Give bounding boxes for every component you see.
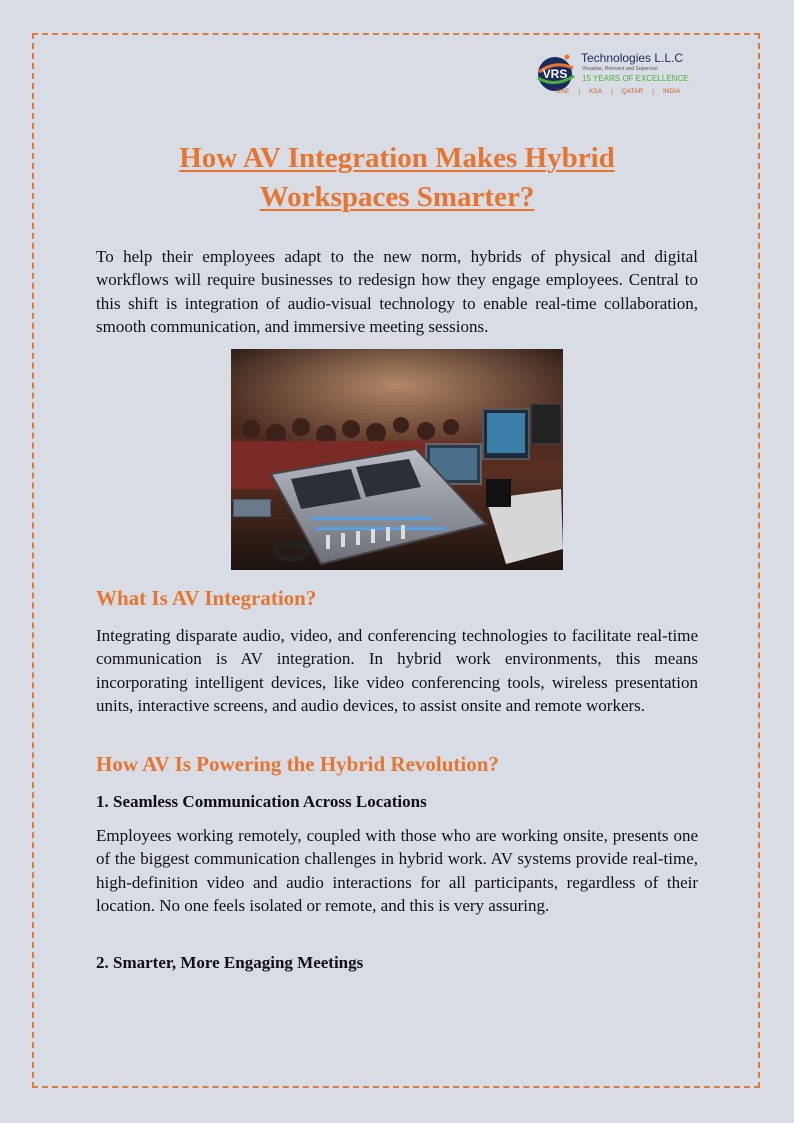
section1-paragraph: Integrating disparate audio, video, and conferencing technologies to facilitate real-time communication is AV integration. In hybrid work environments, this means incorporating intelligent devices, like video conferencing tools, wireless presentation units, interactive screens, and audio devices, to assist onsite and remote workers. bbox=[96, 626, 698, 716]
svg-text:VRS: VRS bbox=[542, 67, 568, 81]
logo-tagline: Visualise, Reinvent and Supervise bbox=[582, 66, 658, 72]
logo-company-name: Technologies L.L.C bbox=[581, 51, 684, 65]
av-mixing-console-photo-icon bbox=[231, 349, 563, 570]
intro-paragraph: To help their employees adapt to the new norm, hybrids of physical and digital workflows will require businesses to redesign how they engage employees. Central to this shift is integration of audio-visual technology to enable real-time collaboration, smooth communication, and immersive meeting sessions. bbox=[96, 247, 698, 337]
country-uae: UAE bbox=[556, 88, 570, 95]
point1-heading: 1. Seamless Communication Across Locations bbox=[96, 792, 427, 811]
logo-excellence: 15 YEARS OF EXCELLENCE bbox=[582, 74, 689, 83]
point1-paragraph: Employees working remotely, coupled with those who are working onsite, presents one of the biggest communication challenges in hybrid work. AV systems provide real-time, high-definition video and audio interactions for all participants, regardless of their location. No one feels isolated or remote, and this is very assuring. bbox=[96, 826, 698, 916]
section1-heading: What Is AV Integration? bbox=[96, 586, 317, 610]
company-logo[interactable] bbox=[533, 48, 703, 100]
logo-countries: UAE | KSA | QATAR | INDIA bbox=[547, 88, 689, 95]
title-line-1: How AV Integration Makes Hybrid bbox=[179, 142, 615, 174]
country-india: INDIA bbox=[662, 88, 681, 95]
country-ksa: KSA bbox=[589, 88, 603, 95]
title-line-2: Workspaces Smarter? bbox=[259, 181, 535, 213]
av-mixing-console-image bbox=[231, 349, 563, 570]
article-title bbox=[96, 139, 698, 217]
section2-heading: How AV Is Powering the Hybrid Revolution? bbox=[96, 752, 499, 776]
point2-heading: 2. Smarter, More Engaging Meetings bbox=[96, 953, 364, 972]
country-qatar: QATAR bbox=[621, 88, 644, 95]
